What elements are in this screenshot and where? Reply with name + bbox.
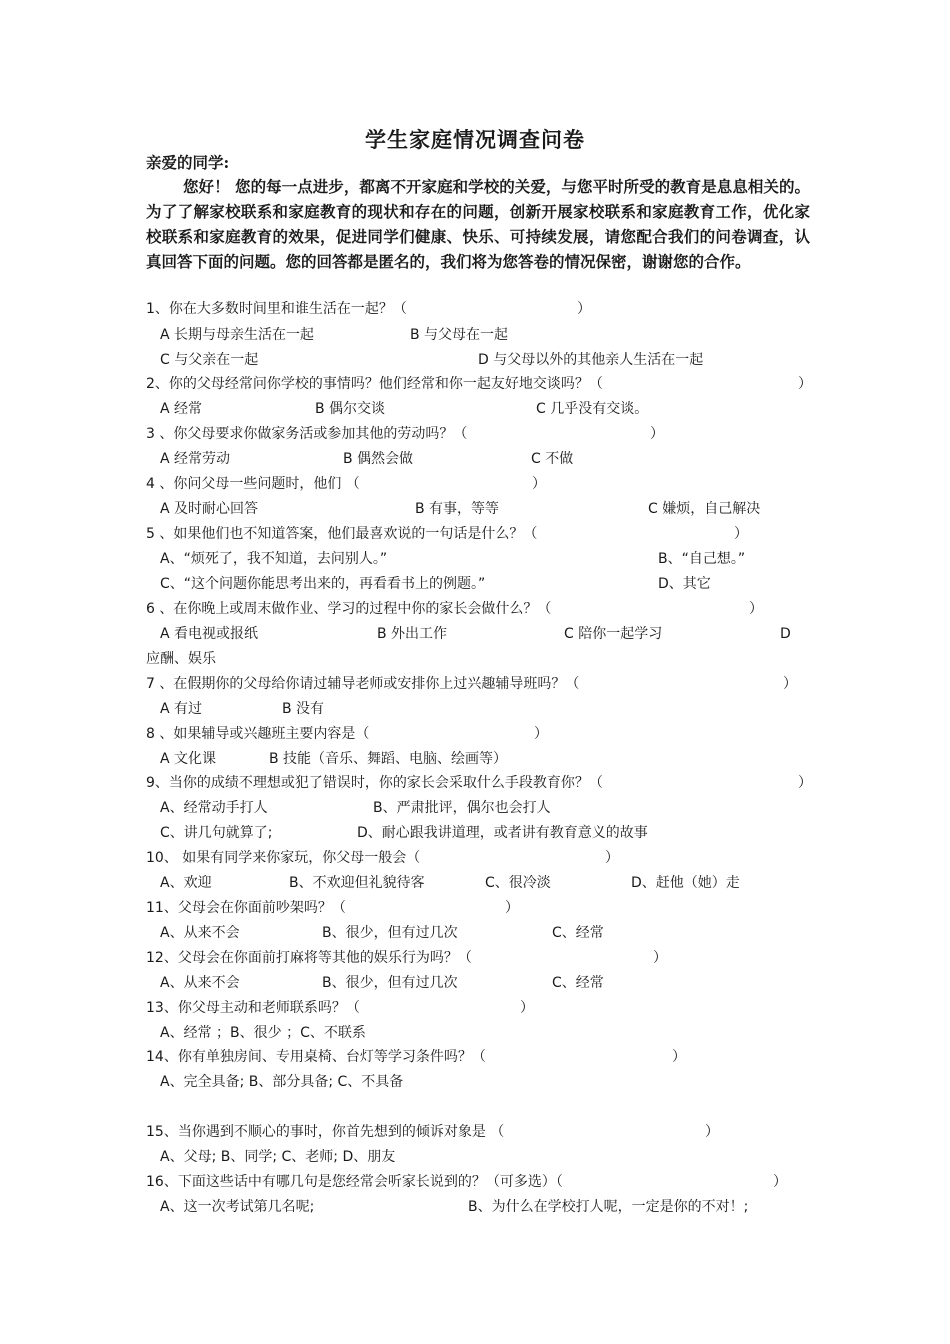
q5-option-b: B、“自己想。” <box>658 551 746 567</box>
question-16: 16、下面这些话中有哪几句是您经常会听家长说到的？（可多选）（ <box>146 1174 563 1190</box>
q16-option-a: A、这一次考试第几名呢; <box>160 1199 315 1215</box>
question-10: 10、 如果有同学来你家玩，你父母一般会（ <box>146 850 421 866</box>
q2-option-c: C 几乎没有交谈。 <box>536 401 649 417</box>
q1-option-c: C 与父亲在一起 <box>160 352 259 368</box>
q6-option-a: A 看电视或报纸 <box>160 626 259 642</box>
q16-option-b: B、为什么在学校打人呢，一定是你的不对！; <box>468 1199 749 1215</box>
q10-option-b: B、不欢迎但礼貌待客 <box>289 875 425 891</box>
question-6-close: ） <box>749 601 763 617</box>
question-15-close: ） <box>705 1124 719 1140</box>
question-8: 8 、如果辅导或兴趣班主要内容是（ <box>146 726 370 742</box>
q5-option-c: C、“这个问题你能思考出来的，再看看书上的例题。” <box>160 576 486 592</box>
q10-option-a: A、欢迎 <box>160 875 212 891</box>
question-6: 6 、在你晚上或周末做作业、学习的过程中你的家长会做什么？（ <box>146 601 552 617</box>
q11-option-c: C、经常 <box>552 925 604 941</box>
q10-option-d: D、赶他（她）走 <box>631 875 740 891</box>
question-12: 12、父母会在你面前打麻将等其他的娱乐行为吗？（ <box>146 950 472 966</box>
question-13-close: ） <box>520 1000 534 1016</box>
question-10-close: ） <box>605 850 619 866</box>
q6-option-d: D <box>780 626 791 642</box>
question-16-close: ） <box>773 1174 787 1190</box>
question-5: 5 、如果他们也不知道答案，他们最喜欢说的一句话是什么？（ <box>146 526 538 542</box>
question-11: 11、父母会在你面前吵架吗？（ <box>146 900 346 916</box>
question-7-close: ） <box>783 676 797 692</box>
q9-option-c: C、讲几句就算了; <box>160 825 273 841</box>
document-title: 学生家庭情况调查问卷 <box>365 127 585 152</box>
q6-option-d-text: 应酬、娱乐 <box>146 651 216 667</box>
question-2: 2、你的父母经常问你学校的事情吗？他们经常和你一起友好地交谈吗？（ <box>146 376 603 392</box>
question-1: 1、你在大多数时间里和谁生活在一起？（ <box>146 301 407 317</box>
q15-options: A、父母; B、同学; C、老师; D、朋友 <box>160 1149 396 1165</box>
q1-option-b: B 与父母在一起 <box>410 327 509 343</box>
q1-option-a: A 长期与母亲生活在一起 <box>160 327 315 343</box>
q12-option-b: B、很少，但有过几次 <box>322 975 458 991</box>
q7-option-a: A 有过 <box>160 701 203 717</box>
question-9: 9、当你的成绩不理想或犯了错误时，你的家长会采取什么手段教育你？（ <box>146 775 603 791</box>
q9-option-d: D、耐心跟我讲道理，或者讲有教育意义的故事 <box>357 825 648 841</box>
q5-option-a: A、“烦死了，我不知道，去问别人。” <box>160 551 388 567</box>
question-7: 7 、在假期你的父母给你请过辅导老师或安排你上过兴趣辅导班吗？（ <box>146 676 580 692</box>
q11-option-a: A、从来不会 <box>160 925 240 941</box>
question-5-close: ） <box>734 526 748 542</box>
q12-option-c: C、经常 <box>552 975 604 991</box>
q13-options: A、经常 ；B、很少 ；C、不联系 <box>160 1025 366 1041</box>
q11-option-b: B、很少，但有过几次 <box>322 925 458 941</box>
question-15: 15、当你遇到不顺心的事时，你首先想到的倾诉对象是 （ <box>146 1124 505 1140</box>
question-4: 4 、你问父母一些问题时，他们 （ <box>146 476 360 492</box>
greeting: 亲爱的同学: <box>146 153 230 172</box>
question-14: 14、你有单独房间、专用桌椅、台灯等学习条件吗？（ <box>146 1049 486 1065</box>
q2-option-a: A 经常 <box>160 401 203 417</box>
q3-option-b: B 偶然会做 <box>343 451 414 467</box>
q8-option-b: B 技能（音乐、舞蹈、电脑、绘画等） <box>269 751 508 767</box>
q2-option-b: B 偶尔交谈 <box>315 401 386 417</box>
question-14-close: ） <box>672 1049 686 1065</box>
q8-option-a: A 文化课 <box>160 751 217 767</box>
intro-paragraph: 您好！ 您的每一点进步，都离不开家庭和学校的关爱，与您平时所受的教育是息息相关的。为了了解家校联系和家庭教育的现状和存在的问题，创新开展家校联系和家庭教育工作，优化家校联系和家庭教育的效果，促进同学们健康、快乐、可持续发展，请您配合我们的问卷调查，认真回答下面的问题。您的回答都是匿名的，我们将为您答卷的情况保密，谢谢您的合作。 <box>146 177 810 271</box>
q1-option-d: D 与父母以外的其他亲人生活在一起 <box>478 352 704 368</box>
q4-option-a: A 及时耐心回答 <box>160 501 259 517</box>
question-8-close: ） <box>534 726 548 742</box>
q14-options: A、完全具备; B、部分具备; C、不具备 <box>160 1074 404 1090</box>
q9-option-a: A、经常动手打人 <box>160 800 268 816</box>
q3-option-a: A 经常劳动 <box>160 451 231 467</box>
question-9-close: ） <box>798 775 812 791</box>
q6-option-b: B 外出工作 <box>377 626 448 642</box>
q9-option-b: B、严肃批评，偶尔也会打人 <box>373 800 551 816</box>
question-12-close: ） <box>653 950 667 966</box>
q12-option-a: A、从来不会 <box>160 975 240 991</box>
q4-option-b: B 有事，等等 <box>415 501 500 517</box>
q7-option-b: B 没有 <box>282 701 325 717</box>
question-13: 13、你父母主动和老师联系吗？（ <box>146 1000 360 1016</box>
question-2-close: ） <box>798 376 812 392</box>
question-3-close: ） <box>650 426 664 442</box>
question-11-close: ） <box>505 900 519 916</box>
q6-option-c: C 陪你一起学习 <box>564 626 663 642</box>
q5-option-d: D、其它 <box>658 576 711 592</box>
q3-option-c: C 不做 <box>531 451 574 467</box>
question-1-close: ） <box>577 301 591 317</box>
q4-option-c: C 嫌烦，自己解决 <box>648 501 761 517</box>
q10-option-c: C、很冷淡 <box>485 875 551 891</box>
question-4-close: ） <box>532 476 546 492</box>
question-3: 3 、你父母要求你做家务活或参加其他的劳动吗？（ <box>146 426 468 442</box>
